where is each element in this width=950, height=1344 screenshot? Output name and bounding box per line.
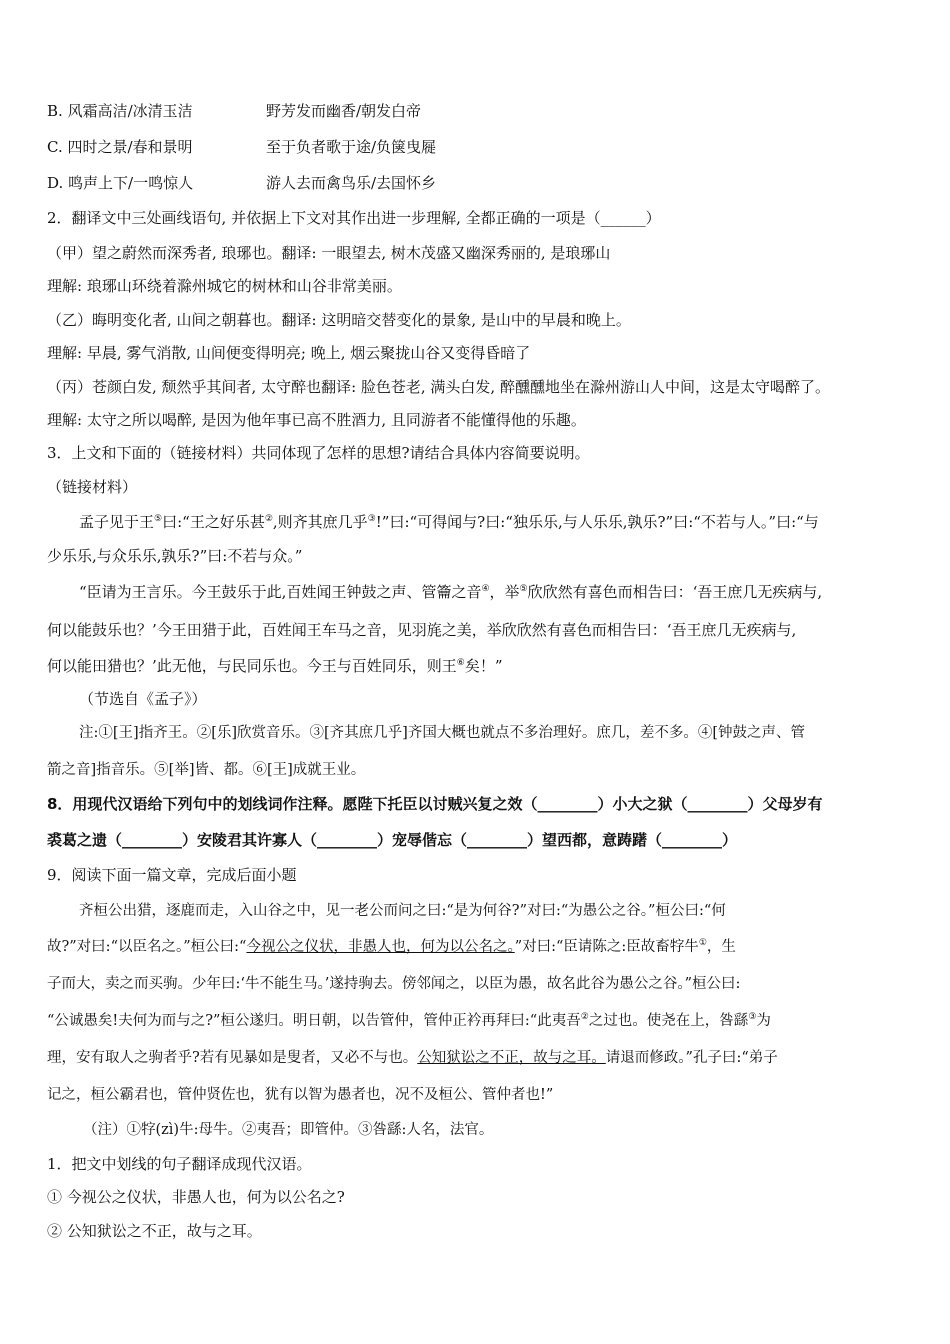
- material-paragraph-2-cont: 何以能鼓乐也？’今王田猎于此，百姓闻王车马之音，见羽旄之美，举欣欣然有喜色而相告曰：‘吾王庶几无疾病与,: [47, 621, 797, 639]
- passage-line-4: “公诚愚矣!夫何为而与之?”桓公遂归。明日朝，以告管仲，管仲正衿再拜曰:“此夷吾②之过也。使尧在上，咎繇③为: [47, 1012, 771, 1029]
- material-label: （链接材料）: [47, 478, 138, 496]
- passage-line-5: 理，安有取人之驹者乎?若有见暴如是叟者，又必不与也。公知狱讼之不正，故与之耳。请退而修政。”孔子曰:“弟子: [47, 1050, 778, 1066]
- material-paragraph-1: 孟子见于王⑤曰:“王之好乐甚②,则齐其庶几乎③!”曰:“可得闻与?曰:“独乐乐,与人乐乐,孰乐?”曰:“不若与人。”曰:“与: [79, 513, 819, 531]
- material-paragraph-2: “臣请为王言乐。今王鼓乐于此,百姓闻王钟鼓之声、管籥之音④，举⑤欣欣然有喜色而相告曰：‘吾王庶几无疾病与,: [79, 583, 823, 601]
- material-source: （节选自《孟子》）: [79, 690, 207, 708]
- question-8-line-1: 8．用现代汉语给下列句中的划线词作注释。愿陛下托臣以讨贼兴复之效（________）小大之狱（________）父母岁有: [47, 795, 823, 813]
- question-8-line-2: 裘葛之遗（________）安陵君其许寡人（________）宠辱偕忘（________）望西都，意踌躇（________）: [47, 831, 738, 849]
- material-notes-line-1: 注:①[王]指齐王。②[乐]欣赏音乐。③[齐其庶几乎]齐国大概也就点不多治理好。庶几，差不多。④[钟鼓之声、管: [79, 725, 805, 741]
- passage-line-6: 记之，桓公霸君也，管仲贤佐也，犹有以智为愚者也，况不及桓公、管仲者也!”: [47, 1087, 554, 1103]
- q2-yi-understanding: 理解: 早晨, 雾气消散, 山间便变得明亮; 晚上, 烟云聚拢山谷又变得昏暗了: [47, 344, 531, 362]
- passage-line-2: 故?”对曰:“以臣名之。”桓公曰:“今视公之仪状，非愚人也，何为以公名之。”对曰:“臣请陈之:臣故畜牸牛①，生: [47, 938, 736, 955]
- passage-line-3: 子而大，卖之而买驹。少年曰:‘牛不能生马。’遂持驹去。傍邻闻之，以臣为愚，故名此谷为愚公之谷。”桓公曰:: [47, 976, 741, 992]
- material-paragraph-1-cont: 少乐乐,与众乐乐,孰乐?”曰:不若与众。”: [47, 547, 303, 565]
- underlined-sentence-2: 公知狱讼之不正，故与之耳。: [417, 1050, 606, 1066]
- option-b: B. 风霜高洁/冰清玉洁 野芳发而幽香/朝发白帝: [47, 102, 422, 120]
- q2-bing: （丙）苍颜白发, 颓然乎其间者, 太守醉也翻译: 脸色苍老, 满头白发, 醉醺醺地坐在滁州游山人中间，这是太守喝醉了。: [47, 378, 830, 396]
- passage-notes: （注）①牸(zì)牛:母牛。②夷吾；即管仲。③咎繇:人名，法官。: [83, 1122, 494, 1138]
- sub-question-1-item-1: ① 今视公之仪状，非愚人也，何为以公名之?: [47, 1188, 345, 1206]
- material-notes-line-2: 箭之音]指音乐。⑤[举]皆、都。⑥[王]成就王业。: [47, 762, 366, 778]
- passage-line-1: 齐桓公出猎，逐鹿而走，入山谷之中，见一老公而问之曰:“是为何谷?”对曰:“为愚公之谷。”桓公曰:“何: [79, 903, 726, 919]
- question-9-stem: 9．阅读下面一篇文章，完成后面小题: [47, 866, 297, 884]
- q2-jia: （甲）望之蔚然而深秀者, 琅琊也。翻译: 一眼望去, 树木茂盛又幽深秀丽的, 是琅琊山: [47, 244, 611, 262]
- underlined-sentence-1: 今视公之仪状，非愚人也，何为以公名之。: [246, 939, 515, 955]
- question-2-stem: 2．翻译文中三处画线语句, 并依据上下文对其作出进一步理解, 全都正确的一项是（______）: [47, 209, 661, 227]
- material-paragraph-2-end: 何以能田猎也？’此无他，与民同乐也。今王与百姓同乐，则王⑥矣！”: [47, 657, 503, 675]
- question-3-stem: 3．上文和下面的（链接材料）共同体现了怎样的思想?请结合具体内容简要说明。: [47, 444, 590, 462]
- q2-bing-understanding: 理解: 太守之所以喝醉, 是因为他年事已高不胜酒力, 且同游者不能懂得他的乐趣。: [47, 411, 586, 429]
- q2-jia-understanding: 理解: 琅琊山环绕着滁州城它的树林和山谷非常美丽。: [47, 277, 402, 295]
- sub-question-1-stem: 1．把文中划线的句子翻译成现代汉语。: [47, 1155, 312, 1173]
- option-d: D. 鸣声上下/一鸣惊人 游人去而禽鸟乐/去国怀乡: [47, 174, 437, 192]
- sub-question-1-item-2: ② 公知狱讼之不正，故与之耳。: [47, 1222, 262, 1240]
- q2-yi: （乙）晦明变化者, 山间之朝暮也。翻译: 这明暗交替变化的景象, 是山中的早晨和晚上。: [47, 311, 631, 329]
- option-c: C. 四时之景/春和景明 至于负者歌于途/负箧曳屣: [47, 138, 437, 156]
